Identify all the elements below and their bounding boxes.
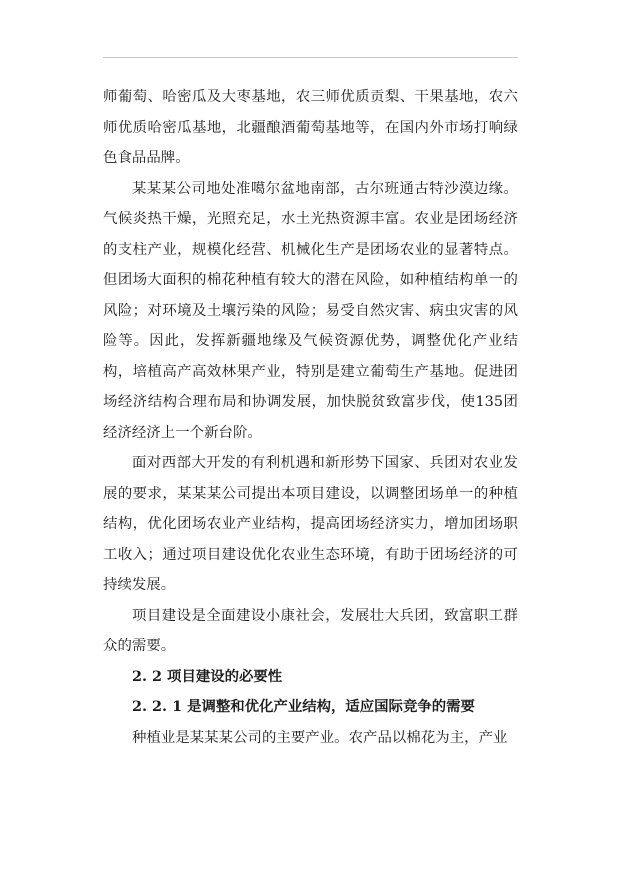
paragraph-project-proposal: 面对西部大开发的有利机遇和新形势下国家、兵团对农业发展的要求，某某某公司提出本项目建设，以调整团场单一的种植结构，优化团场农业产业结构，提高团场经济实力，增加团场职工收入；通过项目建设优化农业生态环境，有助于团场经济的可持续发展。 [103, 455, 518, 593]
paragraph-planting-industry: 种植业是某某某公司的主要产业。农产品以棉花为主，产业 [132, 729, 508, 746]
header-rule [103, 57, 518, 58]
paragraph-xiaokang: 项目建设是全面建设小康社会，发展壮大兵团，致富职工群众的需要。 [103, 607, 518, 654]
document-body [103, 82, 518, 753]
paragraph-fruit-bases: 师葡萄、哈密瓜及大枣基地，农三师优质贡梨、干果基地，农六师优质哈密瓜基地，北疆酿酒葡萄基地等，在国内外市场打响绿色食品品牌。 [103, 89, 518, 166]
subsection-heading-restructuring: 2. 2. 1 是调整和优化产业结构，适应国际竞争的需要 [132, 698, 475, 715]
section-heading-necessity: 2. 2 项目建设的必要性 [132, 667, 283, 685]
paragraph-company-location: 某某某公司地处准噶尔盆地南部，古尔班通古特沙漠边缘。气候炎热干燥，光照充足，水土光热资源丰富。农业是团场经济的支柱产业，规模化经营、机械化生产是团场农业的显著特点。但团场大面积的棉花种植有较大的潜在风险，如种植结构单一的风险；对环境及土壤污染的风险；易受自然灾害、病虫灾害的风险等。因此，发挥新疆地缘及气候资源优势，调整优化产业结构，培植高产高效林果产业，特别是建立葡萄生产基地。促进团场经济结构合理布局和协调发展，加快脱贫致富步伐，使135团经济经济上一个新台阶。 [103, 180, 518, 441]
